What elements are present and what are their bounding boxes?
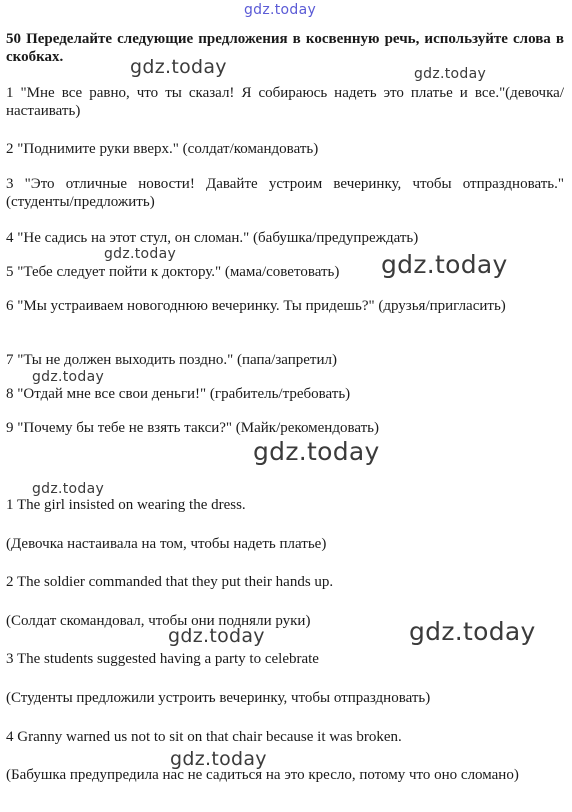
watermark: gdz.today <box>104 246 177 262</box>
answer-russian: (Студенты предложили устроить вечеринку, чтобы отпраздновать) <box>6 690 431 706</box>
task-item: 4 "Не садись на этот стул, он сломан." (бабушка/предупреждать) <box>6 230 419 246</box>
task-item: 7 "Ты не должен выходить поздно." (папа/запретил) <box>6 352 337 368</box>
watermark: gdz.today <box>253 437 380 466</box>
watermark: gdz.today <box>130 56 227 78</box>
answer-russian: (Девочка настаивала на том, чтобы надеть платье) <box>6 536 327 552</box>
watermark: gdz.today <box>381 250 508 279</box>
watermark: gdz.today <box>170 748 267 770</box>
watermark: gdz.today <box>32 481 105 497</box>
watermark: gdz.today <box>168 625 265 647</box>
task-item: 1 "Мне все равно, что ты сказал! Я собираюсь надеть это платье и все."(девочка/настаивать) <box>6 85 564 119</box>
answer-english: 1 The girl insisted on wearing the dress. <box>6 497 246 513</box>
watermark: gdz.today <box>414 66 487 82</box>
task-item: 5 "Тебе следует пойти к доктору." (мама/советовать) <box>6 264 340 280</box>
task-item: 8 "Отдай мне все свои деньги!" (грабитель/требовать) <box>6 386 351 402</box>
answer-english: 3 The students suggested having a party to celebrate <box>6 651 319 667</box>
answer-russian: (Солдат скомандовал, чтобы они подняли руки) <box>6 613 311 629</box>
answer-english: 4 Granny warned us not to sit on that chair because it was broken. <box>6 729 402 745</box>
task-item: 2 "Поднимите руки вверх." (солдат/командовать) <box>6 141 319 157</box>
watermark: gdz.today <box>32 369 105 385</box>
task-item: 6 "Мы устраиваем новогоднюю вечеринку. Ты придешь?" (друзья/пригласить) <box>6 298 506 314</box>
answer-russian: (Бабушка предупредила нас не садиться на это кресло, потому что оно сломано) <box>6 767 519 783</box>
task-item: 3 "Это отличные новости! Давайте устроим вечеринку, чтобы отпраздновать." (студенты/предложить) <box>6 176 564 210</box>
answer-english: 2 The soldier commanded that they put their hands up. <box>6 574 334 590</box>
watermark-top: gdz.today <box>244 2 317 18</box>
exercise-heading: 50 Переделайте следующие предложения в косвенную речь, используйте слова в скобках. <box>6 31 564 65</box>
watermark: gdz.today <box>409 617 536 646</box>
task-item: 9 "Почему бы тебе не взять такси?" (Майк/рекомендовать) <box>6 420 380 436</box>
